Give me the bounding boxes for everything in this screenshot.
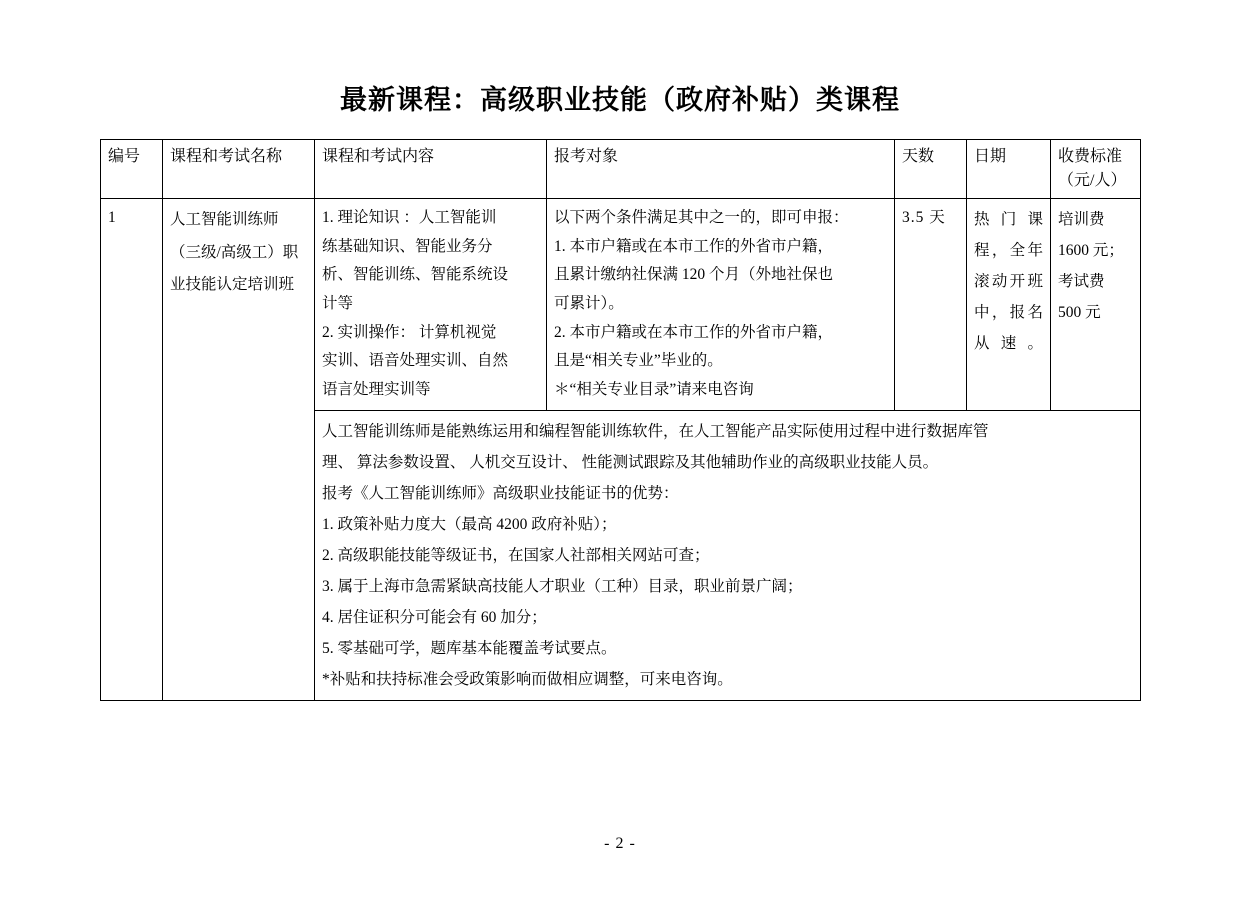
fee-line: 1600 元； — [1058, 242, 1124, 259]
date-line: 程，全年 — [974, 242, 1043, 259]
cell-applicant-target — [547, 199, 895, 411]
column-header-no: 编号 — [101, 140, 163, 199]
target-line: 以下两个条件满足其中之一的，即可申报： — [554, 209, 849, 226]
column-header-days: 天数 — [895, 140, 967, 199]
description-line: 报考《人工智能训练师》高级职业技能证书的优势： — [322, 484, 679, 502]
target-line: 可累计）。 — [554, 295, 624, 313]
date-line: 中，报名 — [974, 304, 1043, 321]
column-header-fee — [1051, 140, 1141, 199]
cell-description — [315, 410, 1141, 700]
column-header-name: 课程和考试名称 — [163, 140, 315, 199]
date-line: 热 门 课 — [974, 211, 1043, 228]
content-line: 练基础知识、智能业务分 — [322, 237, 493, 255]
target-line: 且是“相关专业”毕业的。 — [554, 352, 723, 370]
column-header-content: 课程和考试内容 — [315, 140, 547, 199]
target-line: 1. 本市户籍或在本市工作的外省市户籍， — [554, 237, 834, 255]
description-line: 人工智能训练师是能熟练运用和编程智能训练软件，在人工智能产品实际使用过程中进行数据库管 — [322, 422, 989, 440]
table-body — [101, 199, 1141, 701]
cell-course-name: 人工智能训练师（三级/高级工）职业技能认定培训班 — [163, 199, 315, 701]
column-header-fee-line1: 收费标准 — [1058, 148, 1123, 165]
page-title: 最新课程：高级职业技能（政府补贴）类课程 — [340, 85, 900, 115]
content-line: 析、智能训练、智能系统设 — [322, 266, 509, 284]
fee-line: 培训费 — [1058, 211, 1105, 228]
cell-days: 3.5 天 — [895, 199, 967, 411]
description-line: 1. 政策补贴力度大（最高 4200 政府补贴）； — [322, 515, 617, 533]
description-line: 3. 属于上海市急需紧缺高技能人才职业（工种）目录，职业前景广阔； — [322, 577, 803, 595]
fee-line: 500 元 — [1058, 304, 1101, 321]
description-line: 4. 居住证积分可能会有 60 加分； — [322, 608, 547, 626]
page-number: - 2 - — [604, 835, 636, 852]
target-line: 且累计缴纳社保满 120 个月（外地社保也 — [554, 266, 834, 284]
description-line: 2. 高级职能技能等级证书，在国家人社部相关网站可查； — [322, 546, 710, 564]
course-table — [100, 139, 1141, 701]
cell-course-content — [315, 199, 547, 411]
cell-date — [967, 199, 1051, 411]
document-page — [0, 78, 1240, 905]
target-line: 2. 本市户籍或在本市工作的外省市户籍， — [554, 323, 834, 341]
date-line: 从速。 — [974, 335, 1043, 352]
column-header-target: 报考对象 — [547, 140, 895, 199]
column-header-date: 日期 — [967, 140, 1051, 199]
description-line: *补贴和扶持标准会受政策影响而做相应调整，可来电咨询。 — [322, 670, 733, 688]
table-row — [101, 199, 1141, 411]
content-line: 2. 实训操作： 计算机视觉 — [322, 323, 497, 341]
content-line: 语言处理实训等 — [322, 381, 431, 399]
content-line: 计等 — [322, 295, 354, 313]
content-line: 实训、语音处理实训、自然 — [322, 352, 509, 370]
fee-line: 考试费 — [1058, 273, 1105, 290]
content-line: 1. 理论知识 ：人工智能训 — [322, 209, 497, 226]
date-line: 滚动开班 — [974, 273, 1043, 290]
description-line: 5. 零基础可学，题库基本能覆盖考试要点。 — [322, 639, 617, 657]
table-header — [101, 140, 1141, 199]
description-line: 理、 算法参数设置、 人机交互设计、 性能测试跟踪及其他辅助作业的高级职业技能人员。 — [322, 453, 939, 471]
cell-row-number: 1 — [101, 199, 163, 701]
target-line: ＊“相关专业目录”请来电咨询 — [554, 381, 754, 399]
cell-fee — [1051, 199, 1141, 411]
table-header-row — [101, 140, 1141, 199]
column-header-fee-line2: （元/人） — [1058, 172, 1127, 189]
